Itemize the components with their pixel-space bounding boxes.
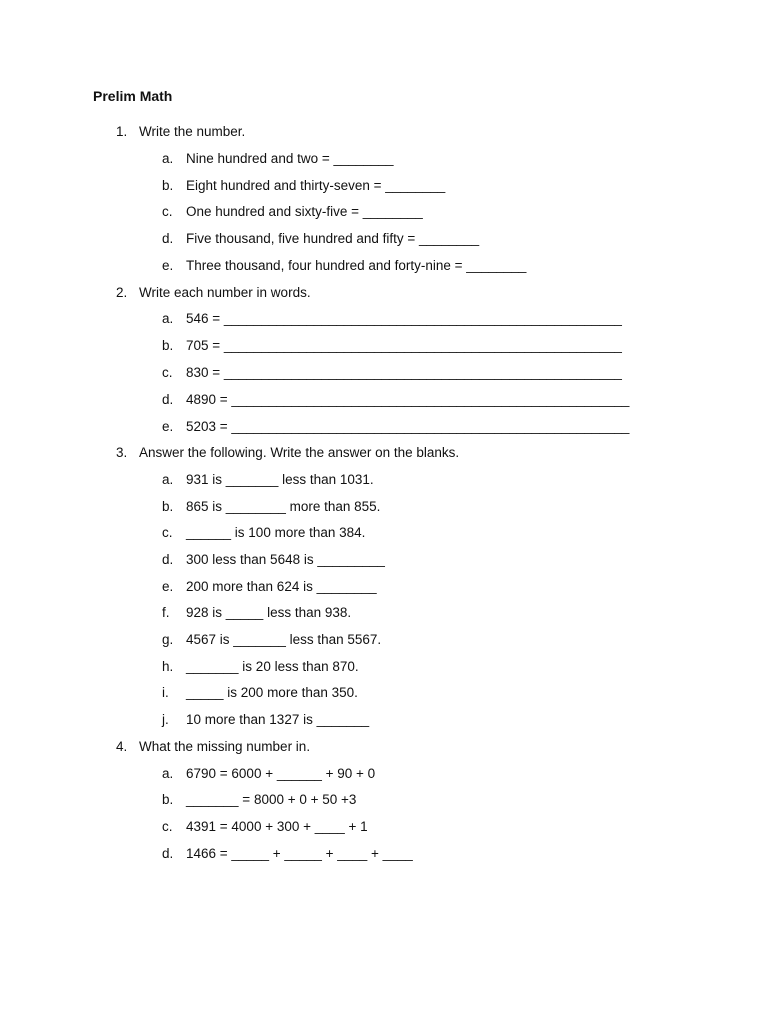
question-2-item-e [162,419,629,434]
question-4-item-c [162,819,368,834]
question-1-item-a [162,151,394,166]
item-text: 4567 is _______ less than 5567. [186,632,382,647]
question-3-item-c [162,525,365,540]
item-letter: a. [162,151,174,166]
item-letter: d. [162,392,174,407]
item-text: _______ is 20 less than 870. [186,659,359,674]
question-3-item-i [162,685,358,700]
question-3-item-b [162,499,380,514]
question-4 [116,739,310,754]
item-text: One hundred and sixty-five = ________ [186,204,423,219]
item-text: 5203 = _____________________________________________________ [186,419,630,434]
item-letter: d. [162,846,174,861]
item-letter: a. [162,766,174,781]
item-text: 4391 = 4000 + 300 + ____ + 1 [186,819,368,834]
item-letter: b. [162,499,174,514]
item-text: 546 = _____________________________________________________ [186,311,622,326]
item-letter: a. [162,472,174,487]
question-1-item-d [162,231,479,246]
item-letter: j. [162,712,169,727]
question-text: Write each number in words. [139,285,311,300]
item-text: 6790 = 6000 + ______ + 90 + 0 [186,766,376,781]
item-text: 865 is ________ more than 855. [186,499,381,514]
item-text: Eight hundred and thirty-seven = ________ [186,178,446,193]
item-text: 1466 = _____ + _____ + ____ + ____ [186,846,413,861]
question-2-item-d [162,392,629,407]
question-number: 4. [116,739,128,754]
item-text: 200 more than 624 is ________ [186,579,377,594]
question-2-item-b [162,338,622,353]
item-text: 10 more than 1327 is _______ [186,712,370,727]
question-text: Answer the following. Write the answer on the blanks. [139,445,460,460]
item-letter: e. [162,579,174,594]
question-1-item-c [162,204,423,219]
page-title: Prelim Math [93,88,173,104]
item-letter: h. [162,659,174,674]
question-text: Write the number. [139,124,246,139]
item-letter: i. [162,685,169,700]
question-3 [116,445,459,460]
item-letter: e. [162,419,174,434]
item-text: 928 is _____ less than 938. [186,605,352,620]
question-3-item-f [162,605,351,620]
item-letter: c. [162,525,173,540]
question-3-item-g [162,632,381,647]
item-text: Nine hundred and two = ________ [186,151,394,166]
question-4-item-d [162,846,413,861]
item-letter: a. [162,311,174,326]
item-text: _______ = 8000 + 0 + 50 +3 [186,792,357,807]
question-1-item-b [162,178,445,193]
question-3-item-d [162,552,385,567]
question-3-item-e [162,579,377,594]
question-4-item-b [162,792,356,807]
item-letter: b. [162,178,174,193]
item-letter: d. [162,231,174,246]
question-number: 2. [116,285,128,300]
question-number: 3. [116,445,128,460]
item-text: Five thousand, five hundred and fifty = ________ [186,231,480,246]
question-2-item-a [162,311,622,326]
question-1-item-e [162,258,526,273]
item-text: Three thousand, four hundred and forty-nine = ________ [186,258,527,273]
question-1 [116,124,245,139]
item-text: 830 = _____________________________________________________ [186,365,622,380]
item-text: 931 is _______ less than 1031. [186,472,374,487]
item-letter: d. [162,552,174,567]
question-2-item-c [162,365,622,380]
item-text: _____ is 200 more than 350. [186,685,358,700]
item-letter: e. [162,258,174,273]
question-2 [116,285,311,300]
question-number: 1. [116,124,128,139]
item-letter: c. [162,204,173,219]
item-letter: g. [162,632,174,647]
item-text: 300 less than 5648 is _________ [186,552,385,567]
item-letter: b. [162,792,174,807]
item-letter: c. [162,365,173,380]
question-3-item-a [162,472,374,487]
question-text: What the missing number in. [139,739,311,754]
item-text: 4890 = _____________________________________________________ [186,392,630,407]
item-letter: c. [162,819,173,834]
question-3-item-h [162,659,359,674]
item-letter: b. [162,338,174,353]
item-text: ______ is 100 more than 384. [186,525,366,540]
item-text: 705 = _____________________________________________________ [186,338,622,353]
item-letter: f. [162,605,170,620]
question-4-item-a [162,766,375,781]
question-3-item-j [162,712,369,727]
